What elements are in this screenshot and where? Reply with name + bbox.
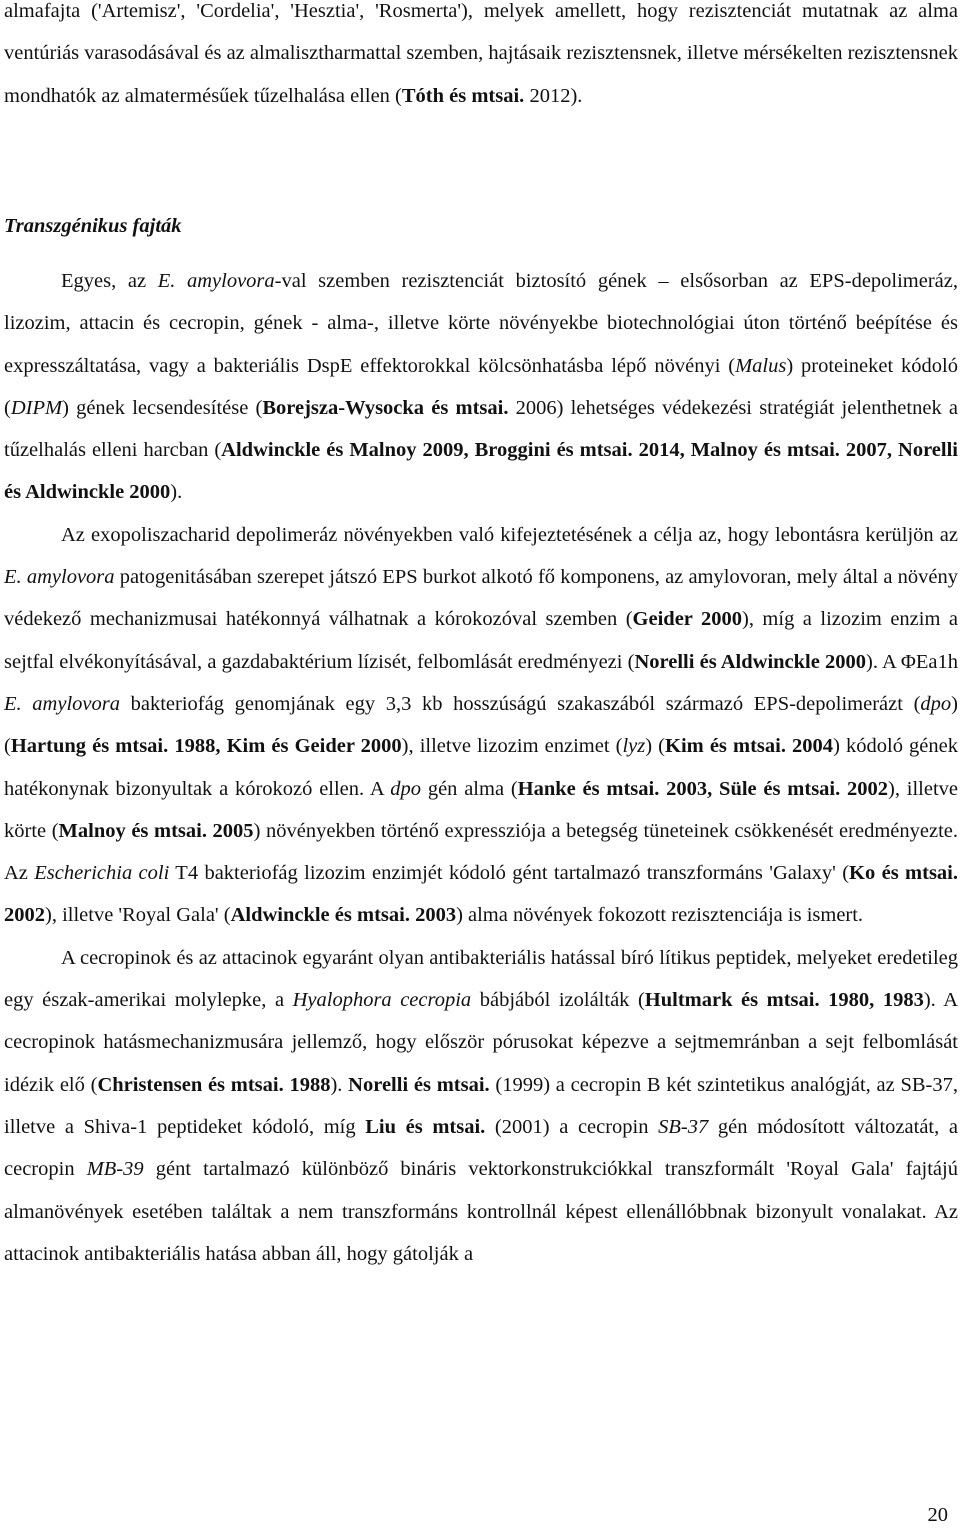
page-number: 20 <box>927 1504 948 1526</box>
citation-bold: Tóth és mtsai. <box>401 84 525 107</box>
term-italic: Malus <box>735 354 787 377</box>
text-run: ) ( <box>4 692 958 758</box>
text-run: ), illetve 'Royal Gala' ( <box>45 904 231 927</box>
citation-bold: Geider 2000 <box>632 608 742 631</box>
term-italic: SB-37 <box>658 1115 709 1138</box>
text-run: gén alma ( <box>421 777 518 800</box>
text-run: (2001) a cecropin <box>485 1115 659 1138</box>
text-run: A cecropinok és az attacinok egyaránt olyan antibakteriális hatással bíró lítikus peptidek, melyeket eredetileg egy észak-amerikai molylepke, a <box>4 946 958 1012</box>
paragraph-4 <box>4 937 958 1275</box>
text-run: ), illetve lizozim enzimet ( <box>401 735 623 758</box>
term-italic: dpo <box>920 692 952 715</box>
paragraph-2 <box>4 260 958 514</box>
citation-bold: Aldwinckle és mtsai. 2003 <box>230 904 457 927</box>
text-run: bábjából izolálták ( <box>471 989 645 1012</box>
citation-bold: Malnoy és mtsai. 2005 <box>58 819 254 842</box>
term-italic: MB-39 <box>86 1158 144 1181</box>
text-run: almafajta ('Artemisz', 'Cordelia', 'Hesztia', 'Rosmerta'), melyek amellett, hogy rezisztenciát mutatnak az alma ventúriás varasodásával és az almalisztharmattal szemben, hajtásaik rezisztensnek, illetve mérsékelten rezisztensnek mondhatók az almatermésűek tűzelhalása ellen ( <box>4 0 958 107</box>
text-run: ) proteineket kódoló ( <box>4 354 958 419</box>
section-heading: Transzgénikus fajták <box>4 215 182 237</box>
term-italic: lyz <box>622 735 646 758</box>
term-italic: E. amylovora <box>4 692 120 715</box>
text-run: ) kódoló gének hatékonynak bizonyultak a kórokozó ellen. A <box>4 735 958 800</box>
text-run: ). A ΦEa1h <box>866 650 958 673</box>
citation-bold: Aldwinckle és Malnoy 2009, Broggini és mtsai. 2014, Malnoy és mtsai. 2007, Norelli és Aldwinckle 2000 <box>4 439 958 504</box>
text-run: -val szemben rezisztenciát biztosító gének – elsősorban az EPS-depolimeráz, lizozim, attacin és cecropin, gének - alma-, illetve körte növényekbe biotechnológiai úton történő beépítése és expresszáltatása, vagy a bakteriális DspE effektorokkal kölcsönhatásba lépő növényi ( <box>4 270 958 377</box>
term-italic: Escherichia coli <box>34 862 170 885</box>
citation-bold: Christensen és mtsai. 1988 <box>97 1073 331 1096</box>
text-run: Egyes, az <box>61 270 158 292</box>
term-italic: Hyalophora cecropia <box>292 989 472 1012</box>
text-run: (1999) a cecropin B két szintetikus analógját, az SB-37, illetve a Shiva-1 peptideket kódoló, míg <box>4 1073 959 1138</box>
term-italic: E. amylovora <box>157 270 275 292</box>
text-run: bakteriofág genomjának egy 3,3 kb hosszúságú szakaszából származó EPS-depolimerázt ( <box>119 692 921 715</box>
text-run: ), míg a lizozim enzim a sejtfal elvékonyításával, a gazdabaktérium lízisét, felbomlását eredményezi ( <box>4 608 959 673</box>
term-italic: DIPM <box>10 396 63 419</box>
text-run: gént tartalmazó különböző bináris vektorkonstrukciókkal transzformált 'Royal Gala' fajtájú almanövények esetében találtak a nem transzformáns kontrollnál képest ellenállóbbnak bizonyult vonalakat. Az attacinok antibakteriális hatása abban áll, hogy gátolják a <box>4 1158 958 1265</box>
text-run: ) gének lecsendesítése ( <box>62 396 263 419</box>
citation-bold: Liu és mtsai. <box>365 1115 486 1138</box>
term-italic: dpo <box>390 777 422 800</box>
citation-bold: Norelli és mtsai. <box>348 1073 490 1096</box>
citation-bold: Borejsza-Wysocka és mtsai. <box>262 396 509 419</box>
text-run: Az exopoliszacharid depolimeráz növényekben való kifejeztetésének a célja az, hogy lebontásra kerüljön az <box>61 523 958 546</box>
section-body <box>4 260 958 1275</box>
citation-bold: Ko és mtsai. 2002 <box>4 862 959 927</box>
text-run: ). A cecropinok hatásmechanizmusára jellemző, hogy először pórusokat képezve a sejtmemránban a sejt felbomlását idézik elő ( <box>4 989 958 1096</box>
text-run: ). <box>170 481 183 504</box>
citation-bold: Hartung és mtsai. 1988, Kim és Geider 2000 <box>10 735 402 758</box>
text-run: patogenitásában szerepet játszó EPS burkot alkotó fő komponens, az amylovoran, mely által a növény védekező mechanizmusai hatékonnyá válhatnak a kórokozóval szemben ( <box>4 566 958 631</box>
text-run: 2006) lehetséges védekezési stratégiát jelenthetnek a tűzelhalás elleni harcban ( <box>4 396 958 462</box>
text-run: 2012). <box>524 84 583 107</box>
citation-bold: Norelli és Aldwinckle 2000 <box>634 650 867 673</box>
text-run: ). <box>330 1073 349 1096</box>
text-run: ) alma növények fokozott rezisztenciája is ismert. <box>456 904 864 927</box>
citation-bold: Kim és mtsai. 2004 <box>665 735 834 758</box>
text-run: T4 bakteriofág lizozim enzimjét kódoló gént tartalmazó transzformáns 'Galaxy' ( <box>169 862 850 885</box>
text-run: ) növényekben történő expressziója a betegség tüneteinek csökkenését eredményezte. Az <box>4 819 958 885</box>
text-run: gén módosított változatát, a cecropin <box>4 1115 958 1181</box>
text-run: ), illetve körte ( <box>4 777 959 842</box>
term-italic: E. amylovora <box>4 566 115 589</box>
citation-bold: Hanke és mtsai. 2003, Süle és mtsai. 2002 <box>517 777 889 800</box>
paragraph-continued <box>4 0 958 117</box>
paragraph-3 <box>4 514 958 937</box>
paragraph-1 <box>4 0 958 117</box>
text-run: ) ( <box>645 735 665 758</box>
citation-bold: Hultmark és mtsai. 1980, 1983 <box>644 989 924 1012</box>
